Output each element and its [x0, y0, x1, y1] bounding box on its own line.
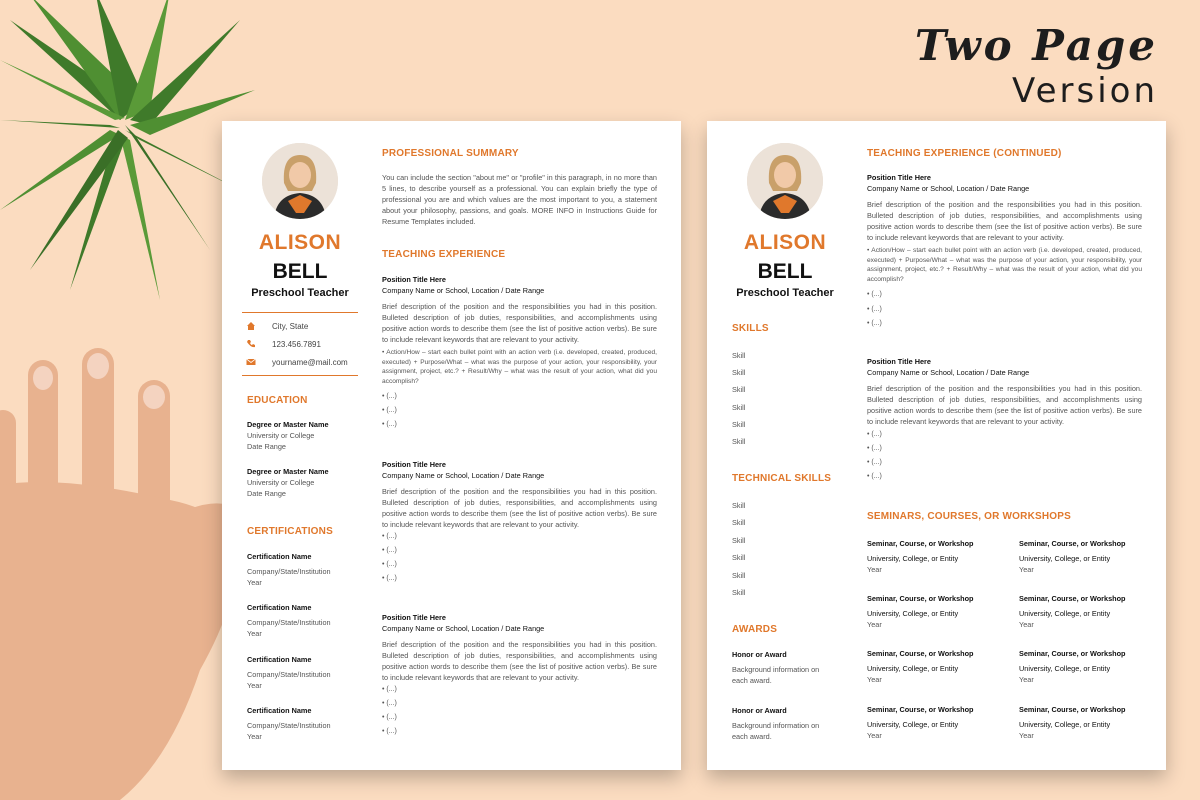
email-text: yourname@mail.com: [272, 357, 348, 367]
contact-phone: [246, 339, 321, 349]
seminar-entity: University, College, or Entity: [1019, 554, 1111, 563]
school: University or College: [247, 478, 315, 487]
contact-city: [246, 321, 308, 331]
certifications-heading: CERTIFICATIONS: [247, 526, 333, 537]
degree: Degree or Master Name: [247, 467, 329, 476]
certification-org: Company/State/Institution: [247, 721, 331, 730]
degree: Degree or Master Name: [247, 420, 329, 429]
headline-line-2: Version: [1011, 71, 1158, 111]
position-title: Position Title Here: [382, 460, 446, 469]
seminar-name: Seminar, Course, or Workshop: [867, 705, 974, 714]
seminar-year: Year: [867, 731, 882, 740]
seminar-name: Seminar, Course, or Workshop: [1019, 539, 1126, 548]
seminar-name: Seminar, Course, or Workshop: [867, 594, 974, 603]
company-line: Company Name or School, Location / Date Range: [382, 624, 545, 633]
certification-org: Company/State/Institution: [247, 618, 331, 627]
job-bullet: • (...): [382, 561, 397, 568]
headline-line-1: Two Page: [914, 21, 1158, 70]
award-info: each award.: [732, 676, 772, 685]
last-name: BELL: [272, 260, 328, 283]
job-title: Preschool Teacher: [736, 287, 834, 299]
position-title: Position Title Here: [382, 613, 446, 622]
technical-skill-item: Skill: [732, 501, 746, 510]
seminar-name: Seminar, Course, or Workshop: [1019, 649, 1126, 658]
job-bullet: • (...): [867, 459, 882, 466]
seminar-entity: University, College, or Entity: [1019, 609, 1111, 618]
profile-photo: [747, 143, 823, 219]
job-bullet: • (...): [867, 445, 882, 452]
job-description: Brief description of the position and the responsibilities you had in this position. Bulleted description of job duties, responsibilities, and accomplishments using positive action words to describe them (see the list of positive action verbs). Be sure to include relevant keywords that are relevant to your activity.: [382, 640, 657, 682]
technical-skill-item: Skill: [732, 588, 746, 597]
contact-email: [246, 357, 348, 367]
job-bullet: • (...): [867, 431, 882, 438]
divider: [242, 375, 358, 376]
skills-heading: SKILLS: [732, 323, 769, 334]
seminar-name: Seminar, Course, or Workshop: [867, 649, 974, 658]
seminar-year: Year: [867, 565, 882, 574]
job-bullet: • (...): [867, 320, 882, 327]
city-text: City, State: [272, 321, 309, 331]
skill-item: Skill: [732, 403, 746, 412]
position-title: Position Title Here: [867, 357, 931, 366]
job-bullet: • (...): [382, 393, 397, 400]
education-item: [247, 466, 329, 499]
skill-item: Skill: [732, 351, 746, 360]
awards-heading: AWARDS: [732, 624, 778, 635]
certification-org: Company/State/Institution: [247, 567, 331, 576]
technical-skill-item: Skill: [732, 536, 746, 545]
job-title: Preschool Teacher: [251, 287, 349, 299]
certification-item: [247, 654, 331, 691]
seminar-entity: University, College, or Entity: [867, 609, 959, 618]
position-title: Position Title Here: [867, 173, 931, 182]
date-range: Date Range: [247, 442, 286, 451]
seminar-entity: University, College, or Entity: [1019, 664, 1111, 673]
plant-decoration: [0, 0, 260, 330]
skill-item: Skill: [732, 420, 746, 429]
date-range: Date Range: [247, 489, 286, 498]
seminar-item: [1019, 538, 1126, 575]
divider: [242, 312, 358, 313]
certification-item: [247, 602, 331, 639]
job-bullet: • (...): [382, 686, 397, 693]
experience-continued-heading: TEACHING EXPERIENCE (CONTINUED): [867, 148, 1062, 159]
seminar-entity: University, College, or Entity: [1019, 720, 1111, 729]
certification-year: Year: [247, 629, 262, 638]
seminar-name: Seminar, Course, or Workshop: [867, 539, 974, 548]
award-item: [732, 705, 819, 742]
mail-icon: [246, 357, 256, 367]
company-line: Company Name or School, Location / Date Range: [867, 368, 1030, 377]
last-name: BELL: [757, 260, 813, 283]
experience-heading: TEACHING EXPERIENCE: [382, 249, 506, 260]
certification-year: Year: [247, 732, 262, 741]
school: University or College: [247, 431, 315, 440]
job-description: Brief description of the position and the responsibilities you had in this position. Bulleted description of job duties, responsibilities, and accomplishments using positive action words to describe them (see the list of positive action verbs). Be sure to include relevant keywords that are relevant to your activity.: [382, 302, 657, 344]
seminar-item: [1019, 648, 1126, 685]
seminar-item: [867, 538, 974, 575]
home-icon: [246, 321, 256, 331]
education-item: [247, 419, 329, 452]
seminar-year: Year: [1019, 620, 1034, 629]
technical-skills-heading: TECHNICAL SKILLS: [732, 473, 832, 484]
profile-photo: [262, 143, 338, 219]
summary-heading: PROFESSIONAL SUMMARY: [382, 148, 519, 159]
hand-decoration: [0, 340, 260, 800]
seminar-year: Year: [1019, 565, 1034, 574]
phone-text: 123.456.7891: [272, 339, 321, 349]
job-bullet: • (...): [382, 700, 397, 707]
seminar-item: [867, 704, 974, 741]
certification-name: Certification Name: [247, 552, 312, 561]
seminar-item: [1019, 593, 1126, 630]
award-item: [732, 649, 819, 686]
seminar-entity: University, College, or Entity: [867, 664, 959, 673]
job-description: Brief description of the position and the responsibilities you had in this position. Bulleted description of job duties, responsibilities, and accomplishments using positive action words to describe them (see the list of positive action verbs). Be sure to include relevant keywords that are relevant to your activity.: [867, 384, 1142, 426]
job-bullet: • (...): [867, 291, 882, 298]
job-bullet-main: • Action/How – start each bullet point with an action verb (i.e. developed, created, produced, executed) + Purpose/What – what was the purpose of your action, your responsibility, your assignment, project, etc.? + Result/Why – what was the result of your action, what did you accomplish?: [867, 247, 1142, 283]
job-description: Brief description of the position and the responsibilities you had in this position. Bulleted description of job duties, responsibilities, and accomplishments using positive action words to describe them (see the list of positive action verbs). Be sure to include relevant keywords that are relevant to your activity.: [382, 487, 657, 529]
certification-name: Certification Name: [247, 706, 312, 715]
seminar-name: Seminar, Course, or Workshop: [1019, 705, 1126, 714]
phone-icon: [246, 339, 256, 349]
certification-name: Certification Name: [247, 603, 312, 612]
seminar-name: Seminar, Course, or Workshop: [1019, 594, 1126, 603]
certification-item: [247, 551, 331, 588]
seminar-item: [867, 593, 974, 630]
summary-text: You can include the section "about me" or "profile" in this paragraph, in no more than 5 lines, to describe yourself as a professional. You can explain briefly the type of professional you are and which values are the most important to you, a statement about your philosophy, passions, and goals. MORE INFO in Instructions Guide for Resume Templates included.: [382, 173, 657, 226]
job-bullet: • (...): [867, 473, 882, 480]
award-info: Background information on: [732, 721, 820, 730]
job-description: Brief description of the position and the responsibilities you had in this position. Bulleted description of job duties, responsibilities, and accomplishments using positive action words to describe them (see the list of positive action verbs). Be sure to include relevant keywords that are relevant to your activity.: [867, 200, 1142, 242]
technical-skill-item: Skill: [732, 518, 746, 527]
certification-org: Company/State/Institution: [247, 670, 331, 679]
resume-page-1: [222, 121, 681, 770]
job-bullet: • (...): [382, 575, 397, 582]
company-line: Company Name or School, Location / Date Range: [382, 286, 545, 295]
position-title: Position Title Here: [382, 275, 446, 284]
company-line: Company Name or School, Location / Date Range: [867, 184, 1030, 193]
seminar-year: Year: [1019, 731, 1034, 740]
technical-skill-item: Skill: [732, 571, 746, 580]
seminar-item: [867, 648, 974, 685]
resume-page-2: [707, 121, 1166, 770]
technical-skill-item: Skill: [732, 553, 746, 562]
company-line: Company Name or School, Location / Date Range: [382, 471, 545, 480]
education-heading: EDUCATION: [247, 395, 308, 406]
certification-item: [247, 705, 331, 742]
seminars-heading: SEMINARS, COURSES, OR WORKSHOPS: [867, 511, 1071, 522]
skill-item: Skill: [732, 437, 746, 446]
first-name: ALISON: [258, 231, 342, 254]
first-name: ALISON: [743, 231, 827, 254]
job-bullet: • (...): [867, 306, 882, 313]
seminar-entity: University, College, or Entity: [867, 720, 959, 729]
skill-item: Skill: [732, 385, 746, 394]
job-bullet: • (...): [382, 547, 397, 554]
job-bullet: • (...): [382, 407, 397, 414]
certification-name: Certification Name: [247, 655, 312, 664]
skill-item: Skill: [732, 368, 746, 377]
certification-year: Year: [247, 681, 262, 690]
certification-year: Year: [247, 578, 262, 587]
seminar-item: [1019, 704, 1126, 741]
award-info: Background information on: [732, 665, 820, 674]
job-bullet-main: • Action/How – start each bullet point with an action verb (i.e. developed, created, produced, executed) + Purpose/What – what was the purpose of your action, your responsibility, your assignment, project, etc.? + Result/Why – what was the result of your action, what did you accomplish?: [382, 349, 657, 385]
job-bullet: • (...): [382, 533, 397, 540]
job-bullet: • (...): [382, 728, 397, 735]
seminar-entity: University, College, or Entity: [867, 554, 959, 563]
job-bullet: • (...): [382, 421, 397, 428]
seminar-year: Year: [867, 620, 882, 629]
seminar-year: Year: [1019, 675, 1034, 684]
seminar-year: Year: [867, 675, 882, 684]
award-name: Honor or Award: [732, 706, 787, 715]
headline: [915, 22, 1158, 112]
job-bullet: • (...): [382, 714, 397, 721]
award-info: each award.: [732, 732, 772, 741]
award-name: Honor or Award: [732, 650, 787, 659]
